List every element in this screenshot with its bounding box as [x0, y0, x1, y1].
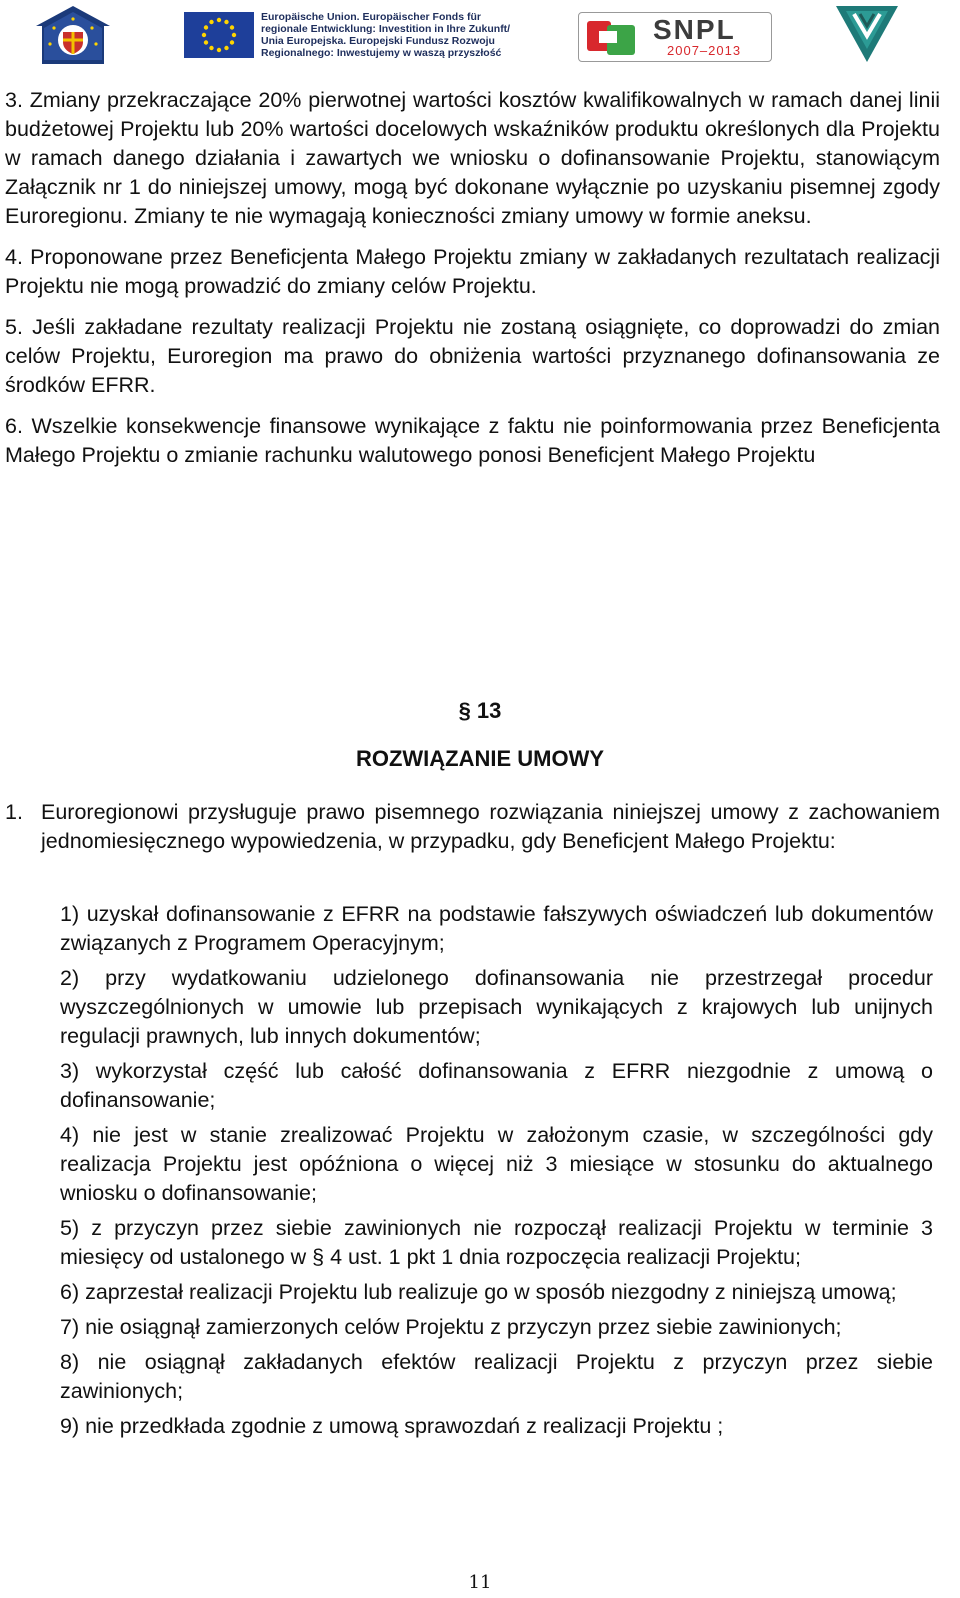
paragraph-text: Zmiany przekraczające 20% pierwotnej wartości kosztów kwalifikowalnych w ramach danej linii budżetowej Projektu lub 20% wartości docelowych wskaźników produktu określonych dla Projektu w ramach danego działania i zawartych we wniosku o dofinansowanie Projektu, stanowiącym Załącznik nr 1 do niniejszej umowy, mogą być dokonane wyłącznie po uzyskaniu pisemnej zgody Euroregionu. Zmiany te nie wymagają konieczności zmiany umowy w formie aneksu.	[5, 88, 940, 228]
list-item: 5) z przyczyn przez siebie zawinionych nie rozpoczął realizacji Projektu w terminie 3 miesięcy od ustalonego w § 4 ust. 1 pkt 1 dnia rozpoczęcia realizacji Projektu;	[60, 1216, 933, 1269]
euroregion-emblem-logo	[34, 4, 112, 66]
list-item: 9) nie przedkłada zgodnie z umową sprawozdań z realizacji Projektu ;	[60, 1414, 724, 1438]
eu-fund-line-4: Regionalnego: Inwestujemy w waszą przyszłość	[261, 47, 502, 59]
triangle-emblem-logo	[836, 6, 898, 64]
page-number: 11	[468, 1572, 492, 1593]
page-header	[0, 0, 960, 72]
paragraph-6	[5, 412, 940, 470]
paragraph-5	[5, 313, 940, 400]
paragraph-text: Jeśli zakładane rezultaty realizacji Projektu nie zostaną osiągnięte, co doprowadzi do zmian celów Projektu, Euroregion ma prawo do obniżenia wartości przyznanego dofinansowania ze środków EFRR.	[5, 315, 940, 397]
point-text: Euroregionowi przysługuje prawo pisemnego rozwiązania niniejszej umowy z zachowaniem jednomiesięcznego wypowiedzenia, w przypadku, gdy Beneficjent Małego Projektu:	[41, 800, 940, 853]
section-title: ROZWIĄZANIE UMOWY	[355, 746, 605, 771]
paragraph-number: 5.	[5, 315, 23, 339]
eu-fund-line-2: regionale Entwicklung: Investition in Ihre Zukunft/	[261, 23, 511, 35]
list-item: 3) wykorzystał część lub całość dofinansowania z EFRR niezgodnie z umową o dofinansowanie;	[60, 1059, 933, 1112]
eu-fund-line-1: Europäische Union. Europäischer Fonds für	[261, 11, 481, 23]
paragraph-text: Wszelkie konsekwencje finansowe wynikające z faktu nie poinformowania przez Beneficjenta Małego Projektu o zmianie rachunku walutowego ponosi Beneficjent Małego Projektu	[5, 414, 940, 467]
snpl-logo	[578, 12, 772, 62]
snpl-years: 2007–2013	[667, 43, 742, 58]
list-item: 1) uzyskał dofinansowanie z EFRR na podstawie fałszywych oświadczeń lub dokumentów związanych z Programem Operacyjnym;	[60, 902, 933, 955]
paragraph-number: 4.	[5, 245, 23, 269]
section-point-1	[5, 798, 940, 856]
section-12-continuation	[5, 86, 940, 470]
paragraph-number: 3.	[5, 88, 23, 112]
termination-conditions-list	[60, 900, 933, 1447]
snpl-symbol-icon	[585, 17, 641, 57]
list-item: 6) zaprzestał realizacji Projektu lub realizuje go w sposób niezgodny z niniejszą umową;	[60, 1280, 897, 1304]
eu-fund-caption	[261, 11, 510, 59]
point-number: 1.	[5, 800, 23, 824]
eu-flag-logo	[184, 12, 254, 58]
list-item: 7) nie osiągnął zamierzonych celów Projektu z przyczyn przez siebie zawinionych;	[60, 1315, 842, 1339]
list-item: 2) przy wydatkowaniu udzielonego dofinansowania nie przestrzegał procedur wyszczególnionych w umowie lub przepisach wynikających z krajowych lub unijnych regulacji prawnych, lub innych dokumentów;	[60, 966, 933, 1048]
section-sign-heading: § 13	[458, 698, 502, 723]
paragraph-text: Proponowane przez Beneficjenta Małego Projektu zmiany w zakładanych rezultatach realizacji Projektu nie mogą prowadzić do zmiany celów Projektu.	[5, 245, 940, 298]
snpl-name: SNPL	[653, 14, 736, 45]
paragraph-3	[5, 86, 940, 231]
list-item: 4) nie jest w stanie zrealizować Projektu w założonym czasie, w szczególności gdy realizacja Projektu jest opóźniona o więcej niż 3 miesiące w stosunku do aktualnego wniosku o dofinansowanie;	[60, 1123, 933, 1205]
paragraph-number: 6.	[5, 414, 23, 438]
list-item: 8) nie osiągnął zakładanych efektów realizacji Projektu z przyczyn przez siebie zawinionych;	[60, 1350, 933, 1403]
paragraph-4	[5, 243, 940, 301]
eu-fund-line-3: Unia Europejska. Europejski Fundusz Rozwoju	[261, 35, 495, 47]
